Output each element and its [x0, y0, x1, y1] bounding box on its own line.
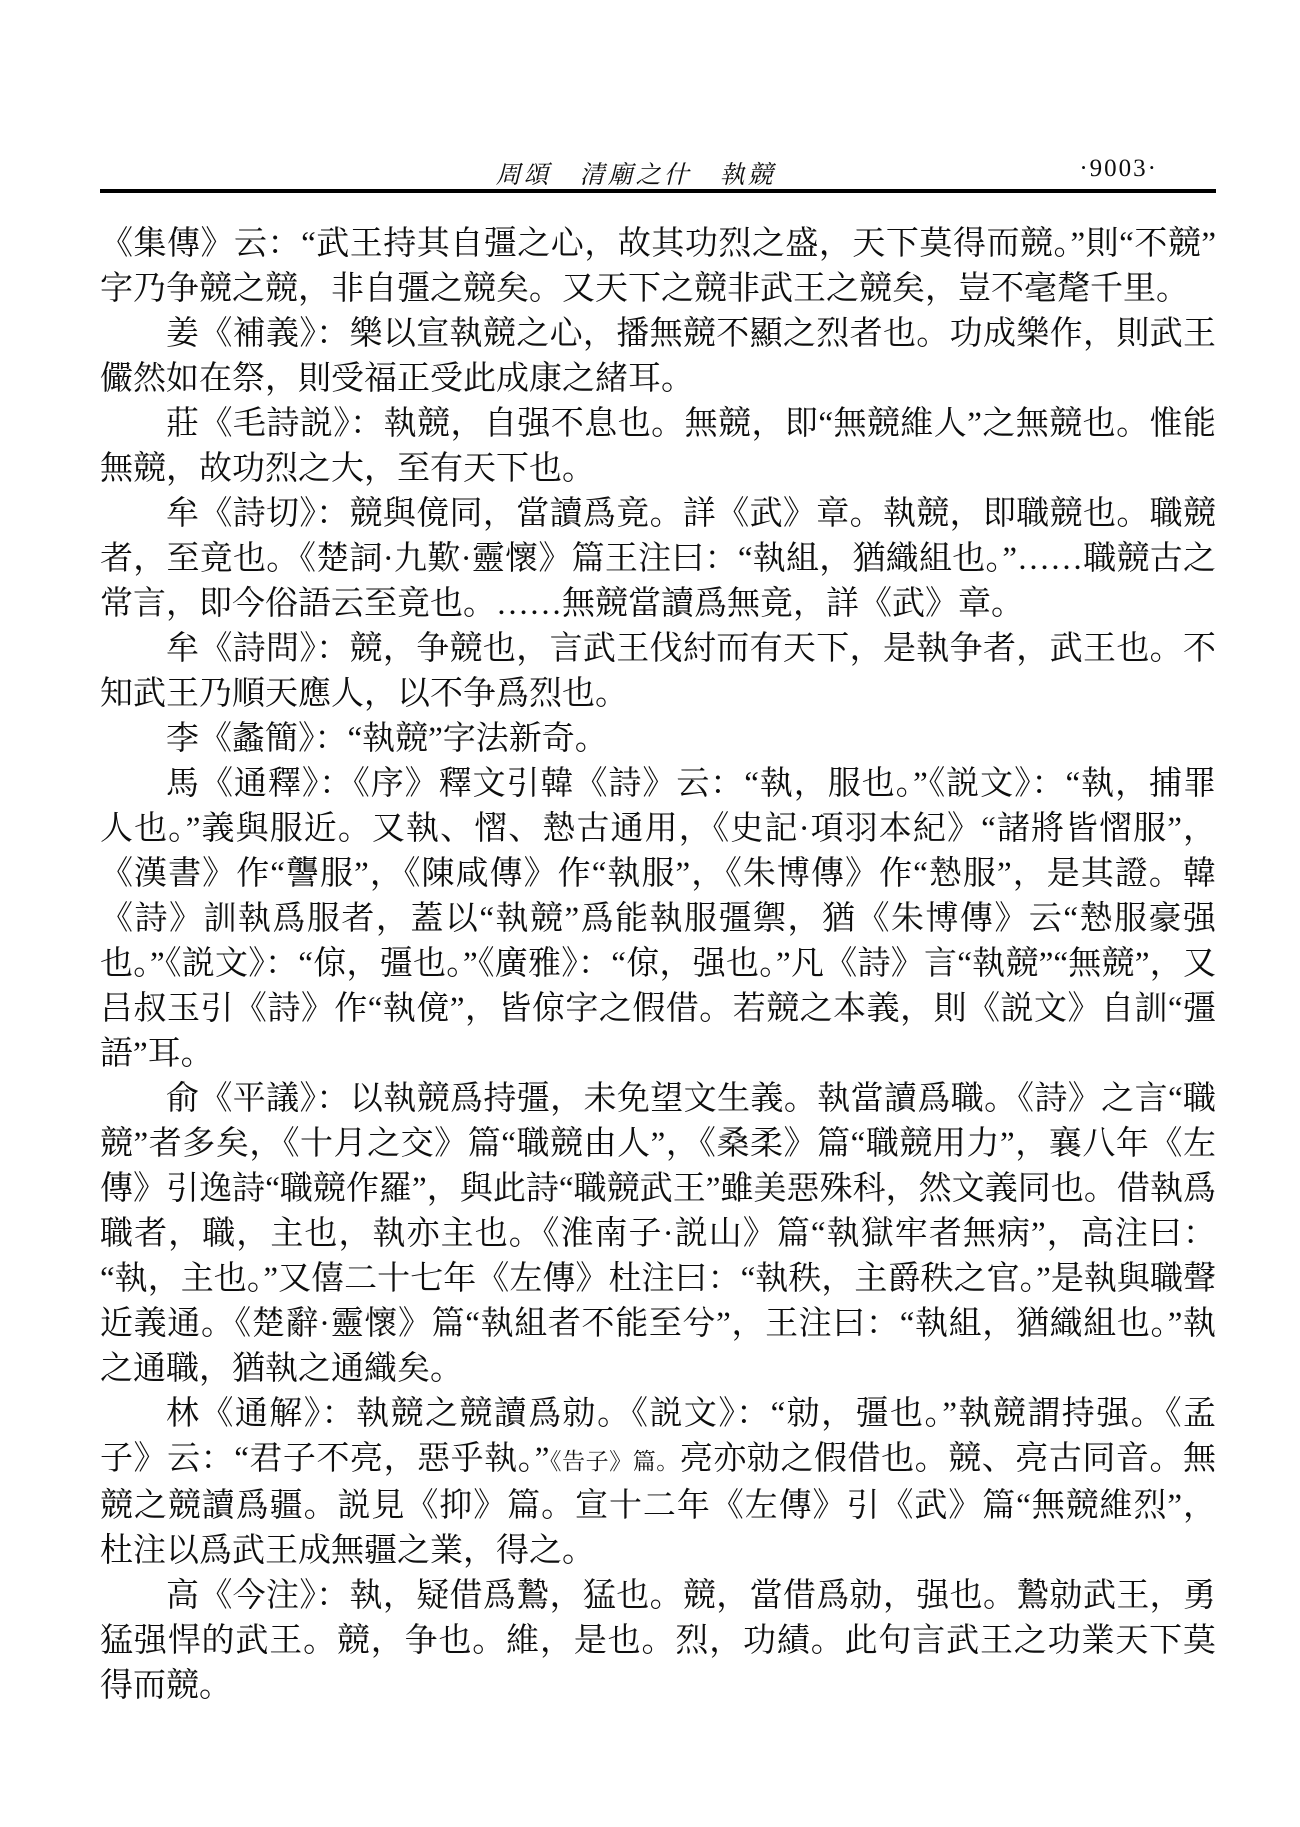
- running-head: [100, 155, 1216, 189]
- text-run: 俞《平議》：以執競爲持彊，未免望文生義。執當讀爲職。《詩》之言“職競”者多矣，《十月之交》篇“職競由人”，《桑柔》篇“職競用力”，襄八年《左傳》引逸詩“職競作羅”，與此詩“職競武王”雖美惡殊科，然文義同也。借執爲職者，職，主也，執亦主也。《淮南子·説山》篇“執獄牢者無病”，高注曰：“執，主也。”又僖二十七年《左傳》杜注曰：“執秩，主爵秩之官。”是執與職聲近義通。《楚辭·靈懷》篇“執組者不能至兮”，王注曰：“執組，猶織組也。”執之通職，猶執之通織矣。: [100, 1081, 1216, 1387]
- running-head-title: 周頌 清廟之什 執競: [495, 162, 776, 189]
- text-run: 姜《補義》：樂以宣執競之心，播無競不顯之烈者也。功成樂作，則武王儼然如在祭，則受福正受此成康之緒耳。: [100, 316, 1216, 397]
- text-run: 高《今注》：執，疑借爲鷙，猛也。競，當借爲勍，强也。鷙勍武王，勇猛强悍的武王。競，争也。維，是也。烈，功績。此句言武王之功業天下莫得而競。: [100, 1578, 1216, 1704]
- paragraph: [100, 1077, 1216, 1392]
- paragraph: [100, 717, 1216, 762]
- paragraph: [100, 402, 1216, 492]
- paragraph: [100, 627, 1216, 717]
- text-run: 李《蠡簡》：“執競”字法新奇。: [166, 721, 608, 757]
- text-run: 《集傳》云：“武王持其自彊之心，故其功烈之盛，天下莫得而競。”則“不競”字乃争競之競，非自彊之競矣。又天下之競非武王之競矣，豈不毫氂千里。: [100, 226, 1216, 307]
- text-run: 亮亦勍之假借也。競、亮古同音。無競之競讀爲疆。説見《抑》篇。宣十二年《左傳》引《武》篇“無競維烈”，杜注以爲武王成無疆之業，得之。: [100, 1441, 1217, 1569]
- body-text: [100, 222, 1216, 1709]
- text-run: 林《通解》：執競之競讀爲勍。《説文》：“勍，彊也。”執競謂持强。《孟子》云：“君子不亮，惡乎執。”: [100, 1396, 1216, 1477]
- text-run: 莊《毛詩説》：執競，自强不息也。無競，即“無競維人”之無競也。惟能無競，故功烈之大，至有天下也。: [100, 406, 1216, 487]
- page-number: ·9003·: [1079, 155, 1158, 182]
- paragraph: [100, 312, 1216, 402]
- paragraph: [100, 1574, 1216, 1709]
- paragraph: [100, 492, 1216, 627]
- paragraph: [100, 1392, 1216, 1574]
- paragraph: [100, 762, 1216, 1077]
- inline-small-note: 《告子》篇。: [549, 1449, 680, 1474]
- text-run: 牟《詩問》：競，争競也，言武王伐紂而有天下，是執争者，武王也。不知武王乃順天應人，以不争爲烈也。: [100, 631, 1216, 712]
- text-run: 牟《詩切》：競與傹同，當讀爲竟。詳《武》章。執競，即職競也。職競者，至竟也。《楚詞·九歎·靈懷》篇王注曰：“執組，猶織組也。”……職競古之常言，即今俗語云至竟也。……無競當讀爲無竟，詳《武》章。: [100, 496, 1216, 622]
- paragraph: [100, 222, 1216, 312]
- header-rule: [100, 189, 1216, 193]
- text-run: 馬《通釋》：《序》釋文引韓《詩》云：“執，服也。”《説文》：“執，捕罪人也。”義與服近。又執、慴、慹古通用，《史記·項羽本紀》“諸將皆慴服”，《漢書》作“讋服”，《陳咸傳》作“執服”，《朱博傳》作“慹服”，是其證。韓《詩》訓執爲服者，蓋以“執競”爲能執服彊禦，猶《朱博傳》云“慹服豪强也。”《説文》：“倞，彊也。”《廣雅》：“倞，强也。”凡《詩》言“執競”“無競”，又吕叔玉引《詩》作“執傹”，皆倞字之假借。若競之本義，則《説文》自訓“彊語”耳。: [100, 766, 1216, 1072]
